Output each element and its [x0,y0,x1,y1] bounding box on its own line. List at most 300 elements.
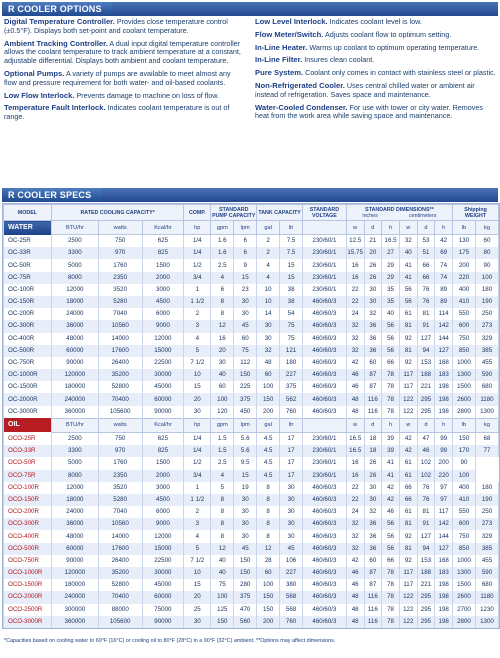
table-cell: 560 [234,616,257,628]
table-cell: 40 [399,247,417,259]
table-cell: 460/60/3 [303,518,347,530]
table-cell: 30 [280,518,303,530]
model-cell: OC-400R [4,333,52,345]
table-cell: 16 [211,333,234,345]
table-cell: 198 [435,591,453,603]
table-cell: 75000 [142,604,184,616]
table-cell: 78 [382,579,400,591]
model-cell: OC-1000R [4,369,52,381]
table-cell: 19 [234,482,257,494]
table-cell: 385 [475,543,498,555]
table-cell: 198 [435,616,453,628]
table-cell: 8 [211,296,234,308]
table-cell: 15 [184,579,211,591]
table-cell: 17 [280,445,303,457]
table-cell: 1230 [475,604,498,616]
table-cell: 61 [399,506,417,518]
table-cell: 568 [280,604,303,616]
model-cell: OC-25R [4,235,52,248]
table-cell: 175 [453,247,476,259]
options-right-column [255,18,496,186]
table-cell: 150 [453,432,476,445]
table-cell: 35 [382,296,400,308]
table-cell: 227 [280,567,303,579]
unit-label: hp [184,221,211,235]
table-cell: 250 [475,308,498,320]
table-cell: 1300 [475,406,498,419]
table-cell: 30000 [142,567,184,579]
table-cell: 66 [382,555,400,567]
table-cell: 4 [257,272,280,284]
table-row [4,445,499,457]
table-cell: 30 [280,506,303,518]
table-cell: 10 [257,296,280,308]
table-cell: 69 [435,247,453,259]
table-cell: 150 [257,393,280,405]
table-cell: 550 [453,308,476,320]
table-row [4,369,499,381]
specs-header-bar [2,188,498,202]
table-cell: 76 [417,482,435,494]
table-cell: 66 [417,259,435,271]
model-cell: OC-300R [4,320,52,332]
table-cell: 8 [257,494,280,506]
table-cell: 2500 [51,432,98,445]
model-cell: OCO-300R [4,518,52,530]
table-cell: 1300 [453,369,476,381]
option-text: Adjusts coolant flow to optimum setting. [323,29,452,39]
unit-label: lpm [234,221,257,235]
table-cell: 29 [382,259,400,271]
unit-label: kg [475,221,498,235]
table-cell: 18000 [51,494,98,506]
option-item [4,18,245,36]
table-cell: 36 [364,333,382,345]
table-cell: 2800 [453,406,476,419]
table-cell: 5000 [51,457,98,469]
table-cell: 198 [435,393,453,405]
table-cell: 7 1/2 [184,555,211,567]
table-cell: 1/4 [184,445,211,457]
table-cell: 8000 [51,272,98,284]
table-cell: 12.5 [346,235,364,248]
table-cell: 3 [184,320,211,332]
table-cell: 230/60/1 [303,457,347,469]
table-cell: 22 [346,494,364,506]
table-cell: 150 [257,591,280,603]
table-cell: 22500 [142,555,184,567]
table-cell: 90000 [51,555,98,567]
table-row [4,530,499,542]
table-row [4,494,499,506]
table-cell: 460/60/3 [303,406,347,419]
table-cell: 16 [346,470,364,482]
table-cell: 360000 [51,616,98,628]
table-cell: 24000 [51,506,98,518]
table-cell: 380 [280,579,303,591]
table-cell: 5280 [98,494,142,506]
model-cell: OC-2000R [4,393,52,405]
option-text: Indicates coolant temperature is out of range. [4,103,230,122]
option-title: In-Line Heater. [255,42,308,52]
table-cell: 38 [280,284,303,296]
table-cell: 30 [280,494,303,506]
table-cell: 75 [234,345,257,357]
option-item [255,31,496,40]
unit-label: h [382,418,400,432]
model-cell: OC-33R [4,247,52,259]
table-cell: 227 [280,369,303,381]
model-cell: OC-3000R [4,406,52,419]
table-cell: 30 [280,530,303,542]
col-header-rated-capacity: RATED COOLING CAPACITY* [51,205,183,221]
table-cell: 455 [475,555,498,567]
table-cell: 9.5 [234,457,257,469]
table-cell: 1/4 [184,432,211,445]
table-cell: 45 [234,543,257,555]
table-cell: 4 [184,333,211,345]
table-cell: 15.75 [346,247,364,259]
table-cell: 47 [417,432,435,445]
table-cell: 183 [435,567,453,579]
table-cell: 23 [234,284,257,296]
model-cell: OCO-500R [4,543,52,555]
table-cell: 460/60/3 [303,616,347,628]
model-cell: OCO-1000R [4,567,52,579]
table-cell: 460/60/3 [303,482,347,494]
table-cell: 14 [257,308,280,320]
dims-cm-label: centimeters [409,212,437,219]
option-text: A variety of pumps are available to meet almost any flow and pressure requirement for both water- and oil-based coolants. [4,68,231,87]
option-title: Low Level Interlock. [255,17,328,26]
table-cell: 90000 [142,616,184,628]
table-cell: 30 [280,482,303,494]
table-cell: 680 [475,579,498,591]
table-cell: 180000 [51,381,98,393]
table-cell: 14000 [98,530,142,542]
model-cell: OCO-200R [4,506,52,518]
table-cell: 117 [399,579,417,591]
table-cell: 4 [211,470,234,482]
table-cell: 3000 [142,284,184,296]
table-cell: 41 [399,272,417,284]
table-row [4,320,499,332]
table-cell: 180 [475,284,498,296]
table-cell: 150 [234,369,257,381]
table-cell: 8 [211,518,234,530]
table-row [4,333,499,345]
table-cell: 30 [234,308,257,320]
table-cell: 7040 [98,506,142,518]
table-cell: 29 [382,272,400,284]
table-row [4,616,499,628]
table-cell: 32 [346,333,364,345]
table-cell: 168 [435,357,453,369]
table-cell: 221 [417,381,435,393]
table-cell: 1180 [475,393,498,405]
table-cell: 116 [364,604,382,616]
table-cell: 240000 [51,393,98,405]
table-cell: 56 [399,296,417,308]
table-cell: 295 [417,616,435,628]
table-cell: 150 [234,555,257,567]
table-cell: 48 [346,591,364,603]
table-cell: 230/60/1 [303,470,347,482]
table-cell: 600 [453,320,476,332]
col-header-comp: COMP. [184,205,211,221]
table-cell: 32 [346,530,364,542]
table-cell: 116 [364,393,382,405]
table-cell: 400 [453,284,476,296]
table-cell: 17 [280,457,303,469]
table-cell: 225 [234,381,257,393]
table-cell: 825 [142,445,184,457]
table-cell: 46 [346,579,364,591]
table-cell: 460/60/3 [303,320,347,332]
table-cell: 116 [364,406,382,419]
table-cell: 45000 [142,381,184,393]
table-cell: 221 [417,579,435,591]
table-cell: 78 [382,381,400,393]
dims-inches-label: inches [362,212,378,219]
table-cell: 30 [257,320,280,332]
option-title: Low Flow Interlock. [4,90,75,100]
table-cell: 56 [382,333,400,345]
table-cell: 100 [257,579,280,591]
table-cell: 30 [257,333,280,345]
table-row [4,470,499,482]
unit-label: ltr [280,221,303,235]
unit-label: kg [475,418,498,432]
unit-label: w [399,418,417,432]
table-cell: 198 [435,381,453,393]
unit-label: w [399,221,417,235]
table-cell: 48 [346,604,364,616]
table-cell: 6 [211,284,234,296]
table-cell: 6000 [142,308,184,320]
table-cell: 3000 [142,482,184,494]
table-cell: 38 [280,296,303,308]
table-cell: 32 [346,345,364,357]
table-cell: 30 [184,616,211,628]
table-cell: 2600 [453,393,476,405]
table-cell: 2700 [453,604,476,616]
table-cell: 76 [417,296,435,308]
table-cell: 36000 [51,320,98,332]
table-cell: 26 [364,457,382,469]
table-row [4,567,499,579]
table-cell: 51 [417,247,435,259]
table-cell: 400 [453,482,476,494]
table-cell: 66 [399,494,417,506]
table-cell: 20 [211,345,234,357]
table-cell: 15 [184,381,211,393]
table-cell: 61 [399,308,417,320]
table-cell: 375 [234,591,257,603]
table-cell: 22 [346,482,364,494]
table-cell: 1500 [142,457,184,469]
table-cell: 460/60/3 [303,369,347,381]
table-cell: 36 [364,518,382,530]
table-cell: 970 [98,445,142,457]
table-cell: 329 [475,530,498,542]
table-cell: 230/60/1 [303,445,347,457]
table-cell: 45 [234,320,257,332]
table-cell: 127 [417,530,435,542]
table-cell: 52800 [98,579,142,591]
model-cell: OC-150R [4,296,52,308]
table-cell: 45 [280,543,303,555]
table-cell: 32 [364,308,382,320]
table-cell: 850 [453,543,476,555]
table-cell: 1500 [453,381,476,393]
table-cell: 41 [399,259,417,271]
model-cell: OC-200R [4,308,52,320]
table-cell: 295 [417,393,435,405]
table-cell: 106 [280,555,303,567]
table-cell: 825 [142,247,184,259]
table-cell: 32 [346,518,364,530]
table-cell: 122 [399,406,417,419]
table-row [4,457,499,469]
table-cell: 460/60/3 [303,345,347,357]
table-cell: 15000 [142,543,184,555]
table-cell: 74 [435,272,453,284]
table-cell: 153 [417,555,435,567]
table-cell: 60 [257,567,280,579]
table-cell: 30 [364,284,382,296]
option-title: Flow Meter/Switch. [255,29,324,39]
table-cell: 9000 [142,320,184,332]
table-cell: 750 [98,235,142,248]
model-cell: OCO-2000R [4,591,52,603]
table-cell: 8 [211,506,234,518]
table-row [4,357,499,369]
table-cell: 8 [257,482,280,494]
unit-label: d [364,221,382,235]
table-cell: 127 [435,345,453,357]
model-cell: OC-500R [4,345,52,357]
table-cell: 1.5 [211,445,234,457]
watersec-section-row [4,221,499,235]
table-cell: 1000 [453,555,476,567]
table-cell: 2800 [453,616,476,628]
option-title: Temperature Fault Interlock. [4,103,106,113]
table-cell: 410 [453,296,476,308]
model-cell: OC-750R [4,357,52,369]
unit-label: gpm [211,221,234,235]
table-cell: 30 [234,518,257,530]
table-cell: 122 [399,591,417,603]
table-cell: 100 [211,393,234,405]
unit-label: hp [184,418,211,432]
specs-table-container [2,203,500,629]
table-cell: 5.6 [234,432,257,445]
table-cell: 750 [453,530,476,542]
table-cell: 78 [382,567,400,579]
table-cell: 46 [382,506,400,518]
option-item [255,18,496,27]
col-header-dimensions [346,205,452,221]
table-cell: 8000 [51,470,98,482]
table-cell: 9 [234,259,257,271]
table-cell: 117 [435,506,453,518]
table-cell: 32 [257,345,280,357]
table-cell: 16.5 [382,235,400,248]
table-cell: 460/60/3 [303,308,347,320]
table-cell: 32 [364,506,382,518]
table-cell: 117 [399,381,417,393]
table-cell: 3 [184,518,211,530]
option-item [255,56,496,65]
table-cell: 30 [234,494,257,506]
table-cell: 750 [98,432,142,445]
table-cell: 460/60/3 [303,543,347,555]
table-cell: 117 [399,369,417,381]
table-cell: 48000 [51,333,98,345]
table-cell: 61 [399,470,417,482]
table-cell: 8 [211,308,234,320]
table-cell: 102 [417,457,435,469]
table-cell: 36 [364,530,382,542]
table-cell: 7040 [98,308,142,320]
table-cell: 329 [475,333,498,345]
table-row [4,381,499,393]
unit-label: h [435,221,453,235]
table-cell: 970 [98,247,142,259]
table-cell: 60000 [142,591,184,603]
table-cell: 92 [399,333,417,345]
table-cell: 42 [399,445,417,457]
table-cell: 105600 [98,616,142,628]
table-cell: 17600 [98,345,142,357]
model-cell: OC-1500R [4,381,52,393]
table-cell: 45000 [142,579,184,591]
table-cell: 375 [234,393,257,405]
table-cell: 295 [417,604,435,616]
table-cell: 97 [435,482,453,494]
table-cell: 114 [435,308,453,320]
table-cell: 99 [435,445,453,457]
table-cell: 273 [475,518,498,530]
table-cell: 1.6 [211,235,234,248]
table-cell: 188 [417,567,435,579]
option-text: A dual input digital temperature controller allows the coolant temperature to track ambient temperature at a constant, adjustable differential. Displays both ambient and coolant temperature. [4,38,241,66]
table-cell: 5 [211,482,234,494]
table-cell: 48 [346,406,364,419]
table-cell: 550 [453,506,476,518]
table-cell: 125 [211,604,234,616]
table-cell: 81 [417,506,435,518]
option-text: Warms up coolant to optimum operating temperature. [307,42,480,52]
col-header-model: MODEL [4,205,52,221]
model-cell: OCO-3000R [4,616,52,628]
table-cell: 142 [435,320,453,332]
table-cell: 17 [280,470,303,482]
option-title: Ambient Tracking Controller. [4,38,108,48]
table-cell: 562 [280,393,303,405]
table-cell: 230/60/1 [303,247,347,259]
table-cell: 10 [184,567,211,579]
table-cell: 8 [257,518,280,530]
table-cell: 150 [257,604,280,616]
table-cell: 200 [453,259,476,271]
table-cell: 2000 [142,272,184,284]
table-cell: 460/60/3 [303,494,347,506]
table-cell: 385 [475,345,498,357]
table-row [4,555,499,567]
table-cell: 127 [417,333,435,345]
